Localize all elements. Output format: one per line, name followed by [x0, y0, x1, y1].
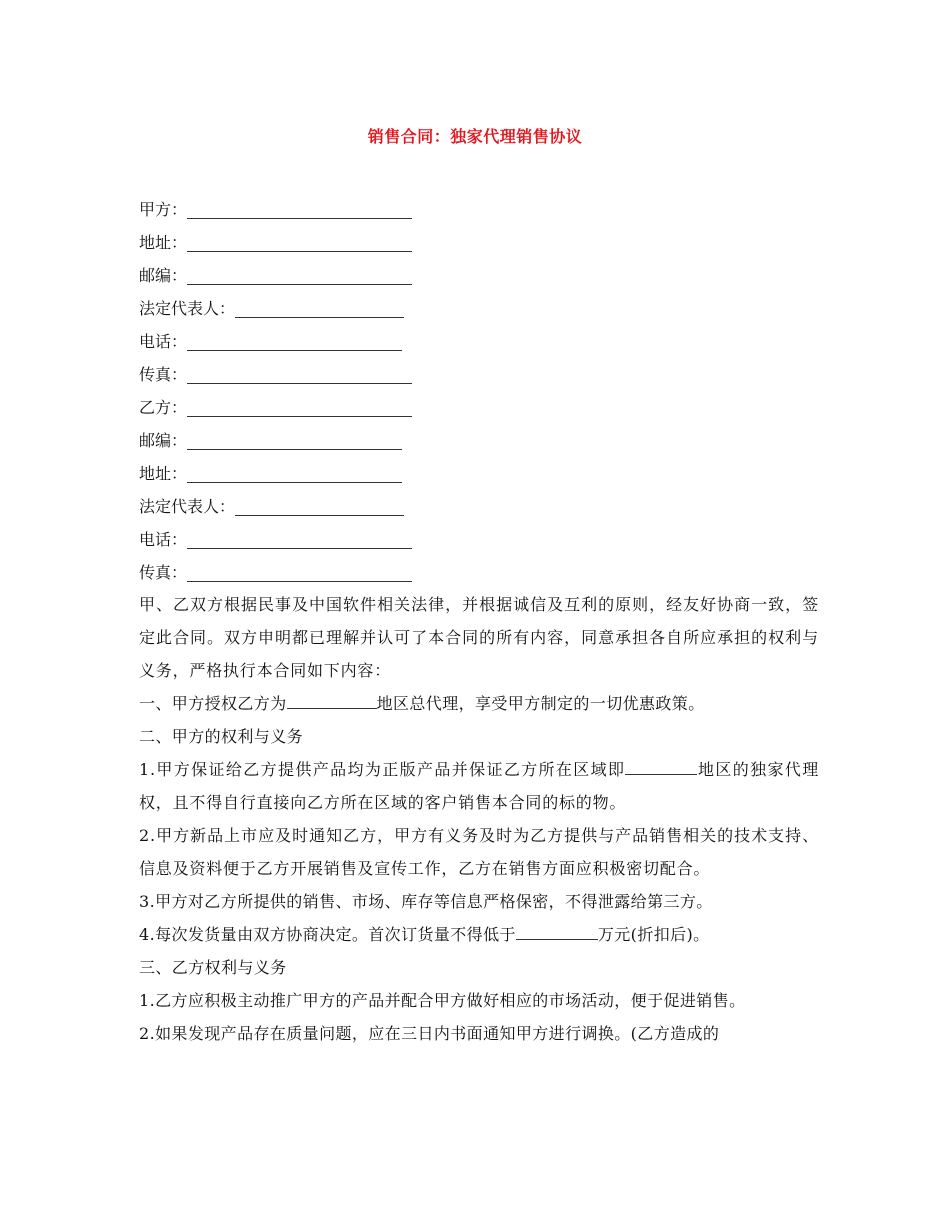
- section-2-item-4: [139, 918, 819, 951]
- fill-in-blank: [235, 316, 404, 318]
- field-label: 传真：: [139, 365, 188, 384]
- party-b-fax-field: [139, 555, 819, 588]
- party-b-postcode-field: [139, 423, 819, 456]
- fill-in-blank: [187, 382, 412, 384]
- fill-in-blank: [625, 758, 697, 775]
- section-3-heading: 三、乙方权利与义务: [139, 958, 287, 977]
- field-label: 地址：: [139, 464, 188, 483]
- party-b-legal-rep-field: [139, 489, 819, 522]
- field-label: 邮编：: [139, 431, 188, 450]
- fill-in-blank: [187, 481, 402, 483]
- party-b-address-field: [139, 456, 819, 489]
- clause-1: [139, 687, 819, 720]
- fill-in-blank: [187, 415, 412, 417]
- clause-text: 地区总代理，享受甲方制定的一切优惠政策。: [376, 694, 705, 713]
- party-a-address-field: [139, 225, 819, 258]
- section-2-heading: 二、甲方的权利与义务: [139, 727, 304, 746]
- field-label: 电话：: [139, 332, 188, 351]
- document-title: 销售合同：独家代理销售协议: [367, 127, 583, 146]
- fill-in-blank: [187, 448, 402, 450]
- fill-in-blank: [187, 580, 412, 582]
- clause-text: 一、甲方授权乙方为: [139, 694, 287, 713]
- field-label: 地址：: [139, 233, 188, 252]
- field-label: 乙方：: [139, 398, 188, 417]
- fill-in-blank: [235, 514, 404, 516]
- section-2-item-1: [139, 753, 819, 819]
- party-b-phone-field: [139, 522, 819, 555]
- clause-text: 万元(折扣后)。: [597, 925, 710, 944]
- fill-in-blank: [187, 217, 412, 219]
- field-label: 甲方：: [139, 200, 188, 219]
- field-label: 传真：: [139, 563, 188, 582]
- section-2-item-3: 3.甲方对乙方所提供的销售、市场、库存等信息严格保密，不得泄露给第三方。: [139, 892, 713, 911]
- field-label: 法定代表人：: [139, 497, 236, 516]
- field-label: 法定代表人：: [139, 299, 236, 318]
- section-3-item-1: 1.乙方应积极主动推广甲方的产品并配合甲方做好相应的市场活动，便于促进销售。: [139, 991, 746, 1010]
- fill-in-blank: [287, 692, 377, 709]
- party-a-name-field: [139, 192, 819, 225]
- party-a-legal-rep-field: [139, 291, 819, 324]
- clause-text: 地区的独家代理权，且不得自行直接向乙方所在区域的客户销售本合同的标的物。: [139, 760, 819, 812]
- field-label: 电话：: [139, 530, 188, 549]
- party-b-name-field: [139, 390, 819, 423]
- party-a-postcode-field: [139, 258, 819, 291]
- fill-in-blank: [187, 349, 402, 351]
- fill-in-blank: [516, 923, 598, 940]
- section-2-item-2: 2.甲方新品上市应及时通知乙方，甲方有义务及时为乙方提供与产品销售相关的技术支持、信息及资料便于乙方开展销售及宣传工作，乙方在销售方面应积极密切配合。: [139, 826, 819, 878]
- fill-in-blank: [187, 547, 412, 549]
- party-a-phone-field: [139, 324, 819, 357]
- intro-paragraph: 甲、乙双方根据民事及中国软件相关法律，并根据诚信及互利的原则，经友好协商一致，签定此合同。双方申明都已理解并认可了本合同的所有内容，同意承担各自所应承担的权利与义务，严格执行本合同如下内容：: [139, 595, 819, 680]
- document-body: [139, 192, 819, 1050]
- clause-text: 1.甲方保证给乙方提供产品均为正版产品并保证乙方所在区域即: [139, 760, 626, 779]
- party-a-fax-field: [139, 357, 819, 390]
- fill-in-blank: [187, 283, 412, 285]
- fill-in-blank: [187, 250, 412, 252]
- field-label: 邮编：: [139, 266, 188, 285]
- section-3-item-2: 2.如果发现产品存在质量问题，应在三日内书面通知甲方进行调换。(乙方造成的: [139, 1024, 720, 1043]
- clause-text: 4.每次发货量由双方协商决定。首次订货量不得低于: [139, 925, 516, 944]
